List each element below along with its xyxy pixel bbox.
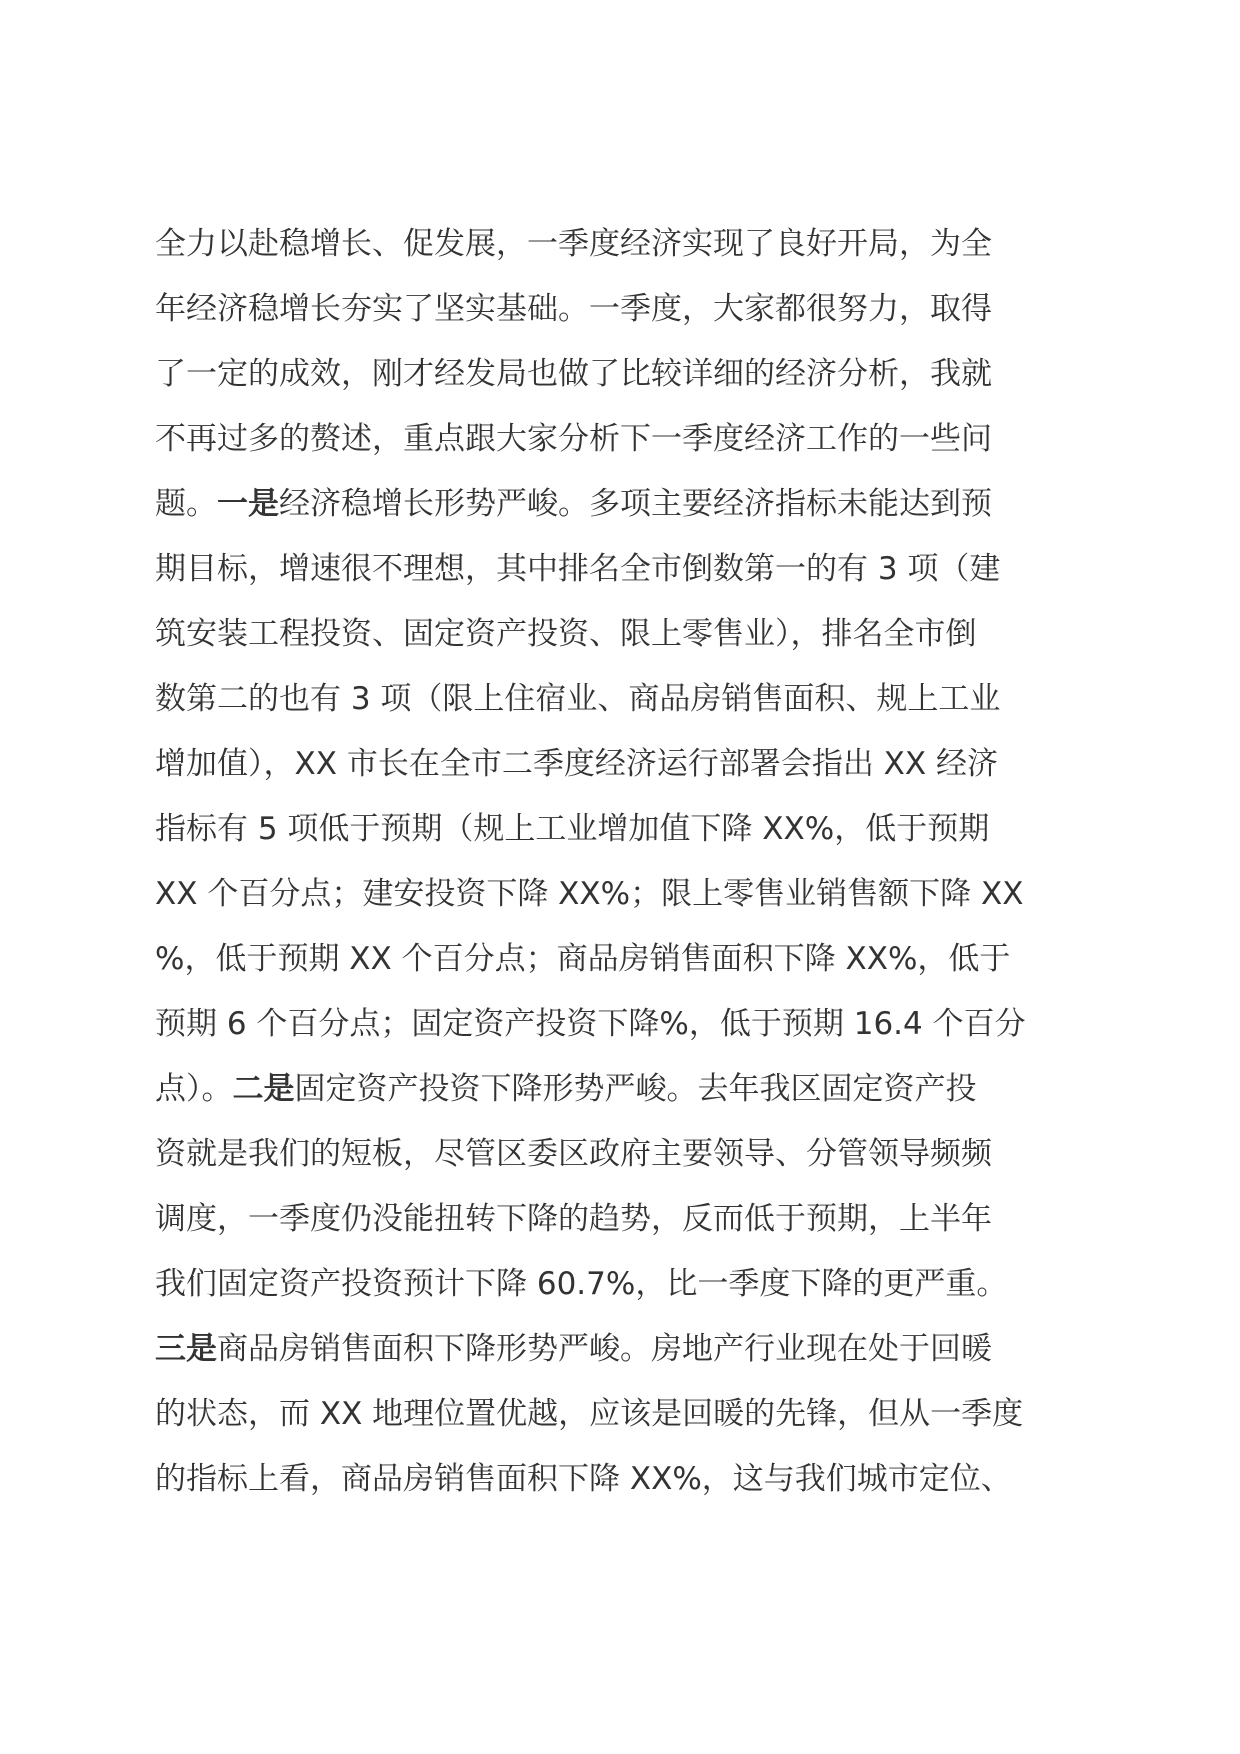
text-line [155, 927, 1095, 992]
text-segment: 期目标，增速很不理想，其中排名全市倒数第一的有 3 项（建 [155, 551, 1001, 587]
text-line [155, 1122, 1095, 1187]
text-line [155, 212, 1095, 277]
text-segment: 全力以赴稳增长、促发展，一季度经济实现了良好开局，为全 [155, 226, 992, 262]
text-line [155, 472, 1095, 537]
emphasis-label: 三是 [155, 1331, 217, 1367]
text-line [155, 407, 1095, 472]
text-segment: 指标有 5 项低于预期（规上工业增加值下降 XX%，低于预期 [155, 811, 990, 847]
text-line [155, 732, 1095, 797]
text-segment: 固定资产投资下降形势严峻。去年我区固定资产投 [294, 1071, 977, 1107]
text-segment: 的指标上看，商品房销售面积下降 XX%，这与我们城市定位、 [155, 1461, 1012, 1497]
text-segment: 经济稳增长形势严峻。多项主要经济指标未能达到预 [279, 486, 992, 522]
text-segment: 资就是我们的短板，尽管区委区政府主要领导、分管领导频频 [155, 1136, 992, 1172]
text-segment: 年经济稳增长夯实了坚实基础。一季度，大家都很努力，取得 [155, 291, 992, 327]
text-segment: 题。 [155, 486, 217, 522]
text-line [155, 862, 1095, 927]
text-line [155, 1252, 1095, 1317]
text-segment: 数第二的也有 3 项（限上住宿业、商品房销售面积、规上工业 [155, 681, 1001, 717]
text-line [155, 797, 1095, 862]
emphasis-label: 二是 [232, 1071, 295, 1107]
text-segment: 商品房销售面积下降形势严峻。房地产行业现在处于回暖 [217, 1331, 992, 1367]
text-line [155, 1187, 1095, 1252]
text-segment: 我们固定资产投资预计下降 60.7%，比一季度下降的更严重。 [155, 1266, 1008, 1302]
text-segment: 点）。 [155, 1071, 233, 1107]
text-segment: 了一定的成效，刚才经发局也做了比较详细的经济分析，我就 [155, 356, 992, 392]
emphasis-label: 一是 [217, 486, 279, 522]
text-line [155, 537, 1095, 602]
text-segment: 调度，一季度仍没能扭转下降的趋势，反而低于预期，上半年 [155, 1201, 992, 1237]
text-segment: 的状态，而 XX 地理位置优越，应该是回暖的先锋，但从一季度 [155, 1396, 1024, 1432]
text-line [155, 1057, 1095, 1122]
text-segment: %，低于预期 XX 个百分点；商品房销售面积下降 XX%，低于 [155, 941, 1011, 977]
text-line [155, 1382, 1095, 1447]
text-segment: 增加值），XX 市长在全市二季度经济运行部署会指出 XX 经济 [155, 746, 999, 782]
text-segment: 预期 6 个百分点；固定资产投资下降%，低于预期 16.4 个百分 [155, 1006, 1026, 1042]
text-segment: 筑安装工程投资、固定资产投资、限上零售业），排名全市倒 [155, 616, 977, 652]
text-line [155, 667, 1095, 732]
text-line [155, 602, 1095, 667]
text-line [155, 1317, 1095, 1382]
text-line [155, 1447, 1095, 1512]
text-line [155, 342, 1095, 407]
text-line [155, 277, 1095, 342]
text-segment: 不再过多的赘述，重点跟大家分析下一季度经济工作的一些问 [155, 421, 992, 457]
text-segment: XX 个百分点；建安投资下降 XX%；限上零售业销售额下降 XX [155, 876, 1024, 912]
body-text [155, 212, 1095, 1512]
text-line [155, 992, 1095, 1057]
